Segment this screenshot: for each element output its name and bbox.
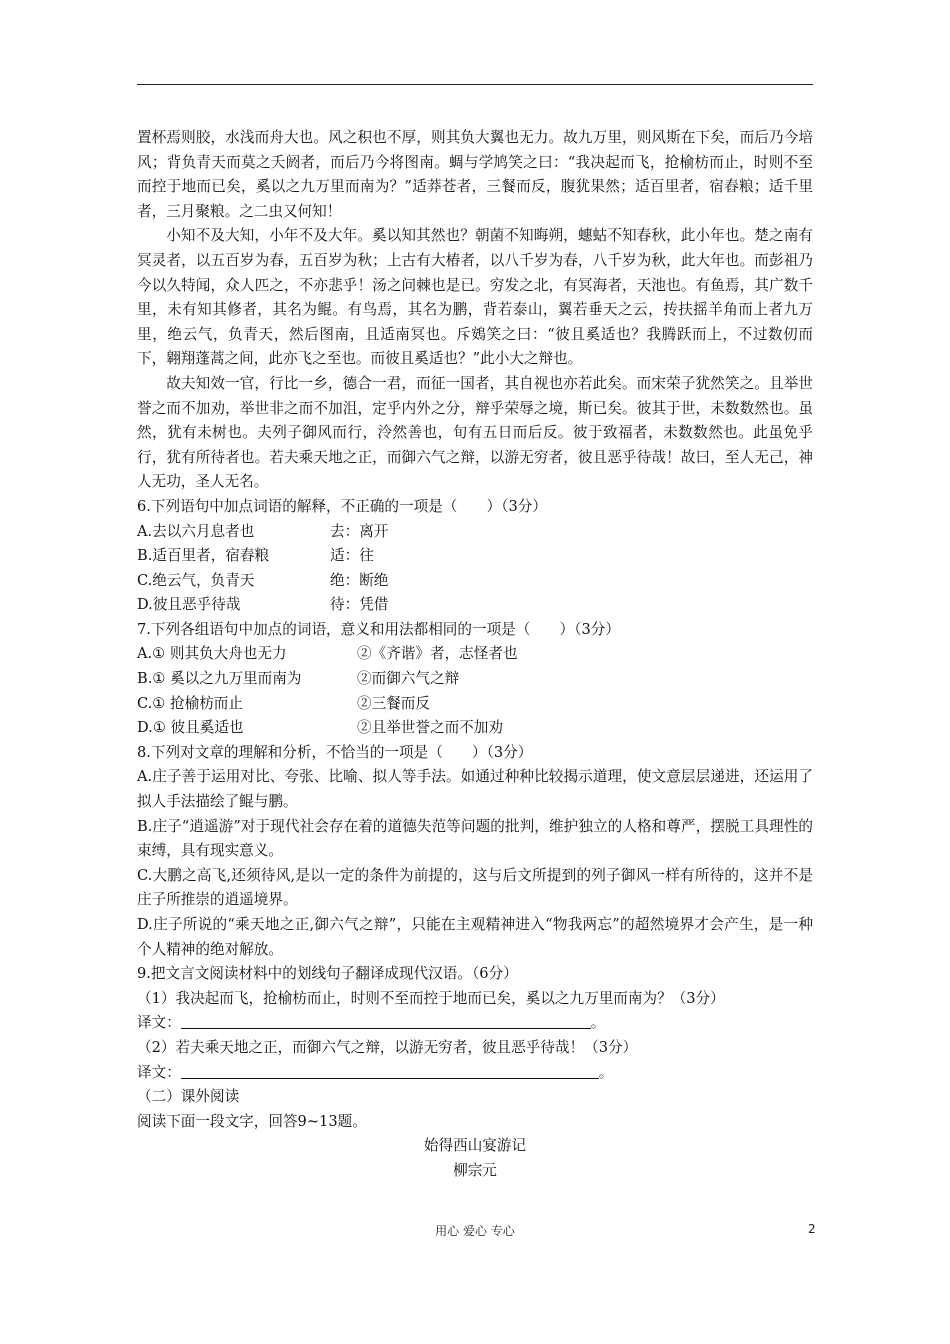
question-8-option-d: D.庄子所说的“乘天地之正,御六气之辩”，只能在主观精神进入“物我两忘”的超然境界才会产生，是一种个人精神的绝对解放。 xyxy=(137,916,813,958)
question-7-option-c: C.① 抢榆枋而止 ②三餐而反 xyxy=(137,694,430,712)
question-6-stem: 6.下列语句中加点词语的解释，不正确的一项是（ ）（3分） xyxy=(137,497,547,515)
question-9-sentence-2: （2）若夫乘天地之正，而御六气之辩，以游无穷者，彼且恶乎待哉！（3分） xyxy=(137,1038,638,1056)
passage-paragraph-1: 置杯焉则胶，水浅而舟大也。风之积也不厚，则其负大翼也无力。故九万里，则风斯在下矣，而后乃今培风；背负青天而莫之夭阏者，而后乃今将图南。蜩与学鸠笑之曰：“我决起而飞，抢榆枋而止，时则不至而控于地而已矣，奚以之九万里而南为？”适莽苍者，三餐而反，腹犹果然；适百里者，宿舂粮；适千里者，三月聚粮。之二虫又何知！ xyxy=(137,129,813,220)
question-7-option-a: A.① 则其负大舟也无力 ②《齐谐》者，志怪者也 xyxy=(137,645,518,663)
reading-title: 始得西山宴游记 xyxy=(423,1137,527,1155)
document-body xyxy=(137,126,813,1184)
section-heading: （二）课外阅读 xyxy=(137,1088,240,1106)
question-8-option-a: A.庄子善于运用对比、夸张、比喻、拟人等手法。如通过种种比较揭示道理，使文意层层递进，还运用了拟人手法描绘了鲲与鹏。 xyxy=(137,768,813,811)
question-7-stem: 7.下列各组语句中加点的词语，意义和用法都相同的一项是（ ）（3分） xyxy=(137,620,620,638)
reading-author: 柳宗元 xyxy=(453,1161,497,1179)
answer-blank-2[interactable] xyxy=(181,1063,599,1079)
question-6-option-b: B.适百里者，宿舂粮 适：往 xyxy=(137,547,374,565)
header-rule xyxy=(137,84,813,85)
section-instruction: 阅读下面一段文字，回答9~13题。 xyxy=(137,1112,367,1130)
question-9-answer-1: 译文： 。 xyxy=(137,1014,606,1032)
answer-blank-1[interactable] xyxy=(181,1013,591,1029)
footer-motto: 用心 爱心 专心 xyxy=(435,1224,515,1238)
passage-paragraph-2: 小知不及大知，小年不及大年。奚以知其然也？朝菌不知晦朔，蟪蛄不知春秋，此小年也。楚之南有冥灵者，以五百岁为春，五百岁为秋；上古有大椿者，以八千岁为春，八千岁为秋，此大年也。而彭祖乃今以久特闻，众人匹之，不亦悲乎！汤之问棘也是已。穷发之北，有冥海者，天池也。有鱼焉，其广数千里，未有知其修者，其名为鲲。有鸟焉，其名为鹏，背若泰山，翼若垂天之云，抟扶摇羊角而上者九万里，绝云气，负青天，然后图南，且适南冥也。斥鴳笑之曰：“彼且奚适也？我腾跃而上，不过数仞而下，翱翔蓬蒿之间，此亦飞之至也。而彼且奚适也？”此小大之辩也。 xyxy=(137,227,813,368)
question-9-stem: 9.把文言文阅读材料中的划线句子翻译成现代汉语。（6分） xyxy=(137,965,518,983)
question-7-option-b: B.① 奚以之九万里而南为 ②而御六气之辩 xyxy=(137,670,460,688)
passage-paragraph-3: 故夫知效一官，行比一乡，德合一君，而征一国者，其自视也亦若此矣。而宋荣子犹然笑之。且举世誉之而不加劝，举世非之而不加沮，定乎内外之分，辩乎荣辱之境，斯已矣。彼其于世，未数数然也。虽然，犹有未树也。夫列子御风而行，泠然善也，旬有五日而后反。彼于致福者，未数数然也。此虽免乎行，犹有所待者也。若夫乘天地之正，而御六气之辩，以游无穷者，彼且恶乎待哉！故曰，至人无己，神人无功，圣人无名。 xyxy=(137,374,813,491)
question-9-sentence-1: （1）我决起而飞，抢榆枋而止，时则不至而控于地而已矣，奚以之九万里而南为？（3分） xyxy=(137,989,725,1007)
question-9-answer-2: 译文： 。 xyxy=(137,1063,614,1081)
question-7-option-d: D.① 彼且奚适也 ②且举世誉之而不加劝 xyxy=(137,719,503,737)
page-number: 2 xyxy=(808,1222,816,1236)
question-8-stem: 8.下列对文章的理解和分析，不恰当的一项是（ ）（3分） xyxy=(137,743,533,761)
question-6-option-c: C.绝云气，负青天 绝：断绝 xyxy=(137,571,389,589)
question-8-option-b: B.庄子“逍遥游”对于现代社会存在着的道德失范等问题的批判，维护独立的人格和尊严，摆脱工具理性的束缚，具有现实意义。 xyxy=(137,817,813,860)
question-8-option-c: C.大鹏之高飞,还须待风,是以一定的条件为前提的，这与后文所提到的列子御风一样有所待的，这并不是庄子所推崇的逍遥境界。 xyxy=(137,866,813,909)
question-6-option-a: A.去以六月息者也 去：离开 xyxy=(137,522,389,540)
question-6-option-d: D.彼且恶乎待哉 待：凭借 xyxy=(137,596,389,614)
